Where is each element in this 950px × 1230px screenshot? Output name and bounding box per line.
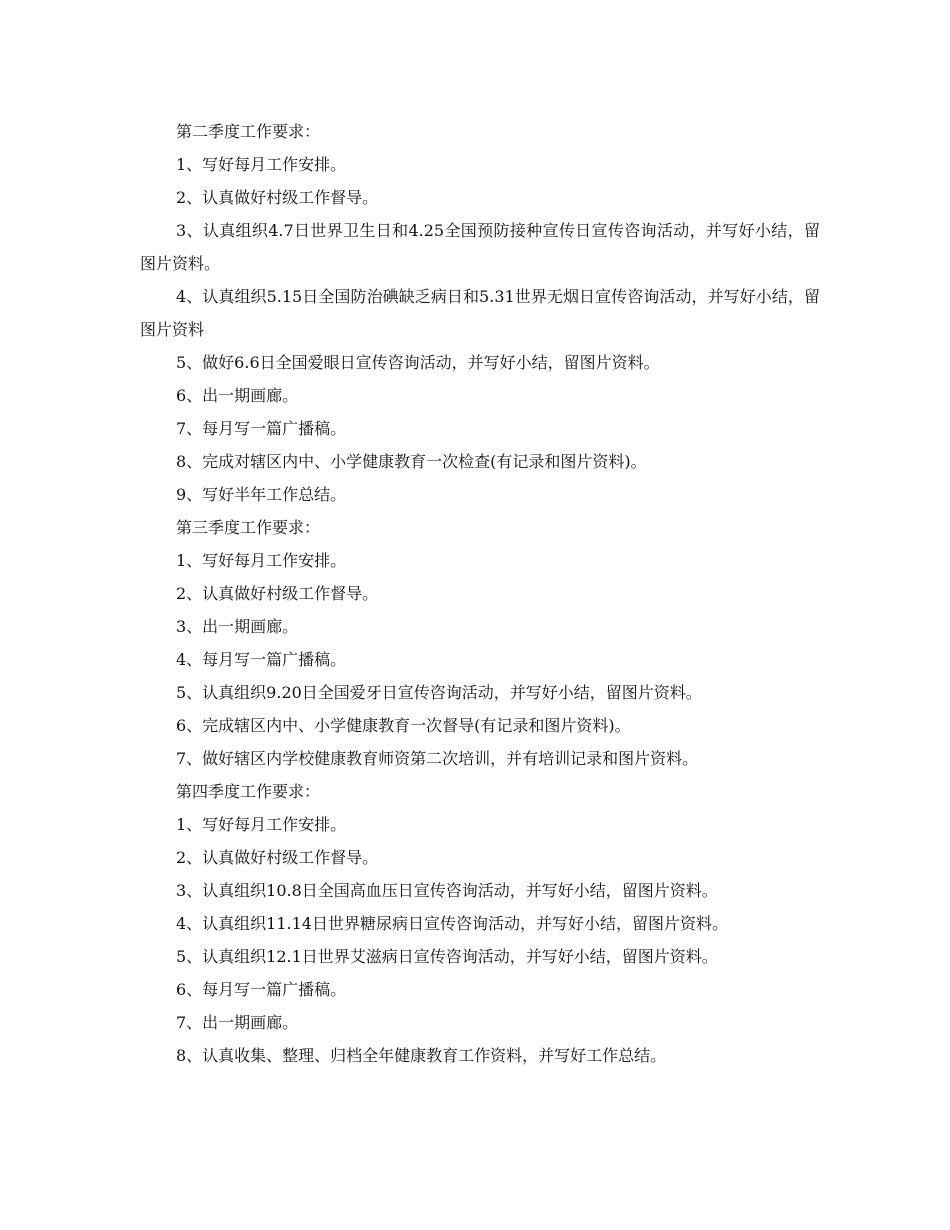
list-item: 1、写好每月工作安排。: [176, 815, 347, 834]
list-item: 1、写好每月工作安排。: [176, 551, 347, 570]
list-item: 2、认真做好村级工作督导。: [176, 188, 379, 207]
list-item: 2、认真做好村级工作督导。: [176, 584, 379, 603]
list-item: 5、认真组织12.1日世界艾滋病日宣传咨询活动，并写好小结，留图片资料。: [176, 947, 718, 966]
list-item: 3、出一期画廊。: [176, 617, 299, 636]
list-item: 5、认真组织9.20日全国爱牙日宣传咨询活动，并写好小结，留图片资料。: [176, 683, 702, 702]
list-item: 4、认真组织5.15日全国防治碘缺乏病日和5.31世界无烟日宣传咨询活动，并写好小结，留图片资料: [140, 287, 820, 339]
section-heading-q3: 第三季度工作要求：: [176, 518, 321, 537]
list-item: 3、认真组织4.7日世界卫生日和4.25全国预防接种宣传日宣传咨询活动，并写好小结，留图片资料。: [140, 221, 820, 273]
document-body: [140, 115, 820, 1072]
list-item: 9、写好半年工作总结。: [176, 485, 347, 504]
list-item: 7、做好辖区内学校健康教育师资第二次培训，并有培训记录和图片资料。: [176, 749, 699, 768]
list-item: 2、认真做好村级工作督导。: [176, 848, 379, 867]
list-item: 7、每月写一篇广播稿。: [176, 419, 347, 438]
section-heading-q4: 第四季度工作要求：: [176, 782, 321, 801]
list-item: 7、出一期画廊。: [176, 1013, 299, 1032]
list-item: 4、每月写一篇广播稿。: [176, 650, 347, 669]
list-item: 5、做好6.6日全国爱眼日宣传咨询活动，并写好小结，留图片资料。: [176, 353, 660, 372]
list-item: 8、完成对辖区内中、小学健康教育一次检查(有记录和图片资料)。: [176, 452, 647, 471]
list-item: 1、写好每月工作安排。: [176, 155, 347, 174]
list-item: 8、认真收集、整理、归档全年健康教育工作资料，并写好工作总结。: [176, 1046, 667, 1065]
list-item: 6、完成辖区内中、小学健康教育一次督导(有记录和图片资料)。: [176, 716, 631, 735]
list-item: 6、出一期画廊。: [176, 386, 299, 405]
list-item: 6、每月写一篇广播稿。: [176, 980, 347, 999]
list-item: 4、认真组织11.14日世界糖尿病日宣传咨询活动，并写好小结，留图片资料。: [176, 914, 728, 933]
list-item: 3、认真组织10.8日全国高血压日宣传咨询活动，并写好小结，留图片资料。: [176, 881, 718, 900]
section-heading-q2: 第二季度工作要求：: [176, 122, 321, 141]
